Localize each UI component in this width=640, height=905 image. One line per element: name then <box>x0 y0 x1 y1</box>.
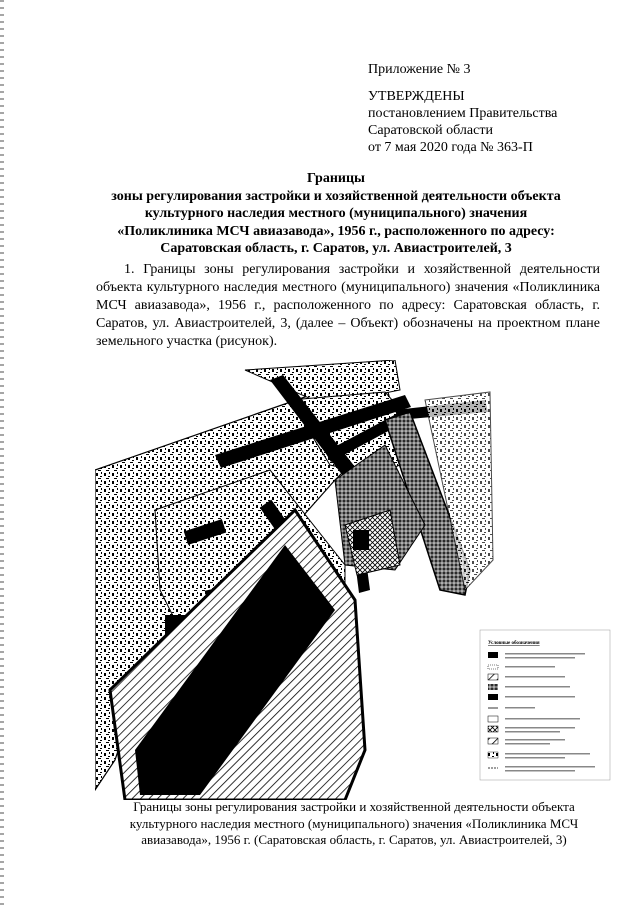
figure-caption <box>110 799 598 849</box>
legend-swatch-text <box>505 766 595 768</box>
legend-swatch-text <box>505 731 560 733</box>
title-line: Саратовская область, г. Саратов, ул. Авиастроителей, 3 <box>160 241 512 256</box>
title-line: Границы <box>307 171 365 186</box>
legend-swatch-text <box>505 676 565 678</box>
caption-line: авиазавода», 1956 г. (Саратовская область, г. Саратов, ул. Авиастроителей, 3) <box>141 832 567 847</box>
legend-swatch-text <box>505 770 575 772</box>
legend-swatch-outline <box>488 716 498 722</box>
legend-swatch-hatch <box>488 674 498 680</box>
legend-heading: Условные обозначения <box>488 641 540 646</box>
legend-swatch-dots <box>488 684 498 690</box>
legend-swatch-hatch2 <box>488 738 498 744</box>
legend-swatch-text <box>505 727 575 729</box>
title-line: зоны регулирования застройки и хозяйственной деятельности объекта <box>111 188 561 204</box>
legend-swatch-text <box>505 707 535 709</box>
approval-line: постановлением Правительства <box>368 106 558 121</box>
title-line: культурного наследия местного (муниципального) значения <box>144 206 528 221</box>
approval-line: от 7 мая 2020 года № 363-П <box>368 140 533 155</box>
legend-swatch-text <box>505 666 555 668</box>
legend-swatch-text <box>505 718 580 720</box>
legend-swatch-text <box>505 753 590 755</box>
approval-line: Саратовской области <box>368 123 493 138</box>
title-line: «Поликлиника МСЧ авиазавода», 1956 г., расположенного по адресу: <box>117 223 555 239</box>
approval-block <box>368 88 557 156</box>
appendix-number: Приложение № 3 <box>368 62 471 77</box>
site-plan-drawing <box>95 360 615 800</box>
legend-swatch-black2 <box>488 694 498 700</box>
body-paragraph <box>96 261 600 351</box>
legend-swatch-text <box>505 686 570 688</box>
legend-swatch-text <box>505 657 575 659</box>
legend-swatch-text <box>505 739 565 741</box>
approval-line: УТВЕРЖДЕНЫ <box>368 89 465 104</box>
legend-swatch-text <box>505 743 550 745</box>
legend-swatch-black <box>488 652 498 658</box>
paragraph-text: 1. Границы зоны регулирования застройки и хозяйственной деятельности объекта культурного наследия местного (муниципального) значения «Поликлиника МСЧ авиазавода», 1956 г., расположенного по адресу: Саратовская область, г. Саратов, ул. Авиастроителей, 3, (далее – Объект) обозначены на проектном плане земельного участка (рисунок). <box>96 262 600 349</box>
legend-swatch-cross <box>488 726 498 732</box>
legend-swatch-text <box>505 757 565 759</box>
caption-line: культурного наследия местного (муниципального) значения «Поликлиника МСЧ <box>129 815 579 831</box>
small-building <box>353 530 369 550</box>
document-title <box>96 170 576 258</box>
caption-line: Границы зоны регулирования застройки и хозяйственной деятельности объекта <box>133 799 575 814</box>
legend-swatch-sparse <box>488 752 498 758</box>
legend-swatch-text <box>505 696 575 698</box>
scan-edge <box>0 0 4 905</box>
legend-swatch-text <box>505 653 585 655</box>
legend-box <box>480 630 610 780</box>
